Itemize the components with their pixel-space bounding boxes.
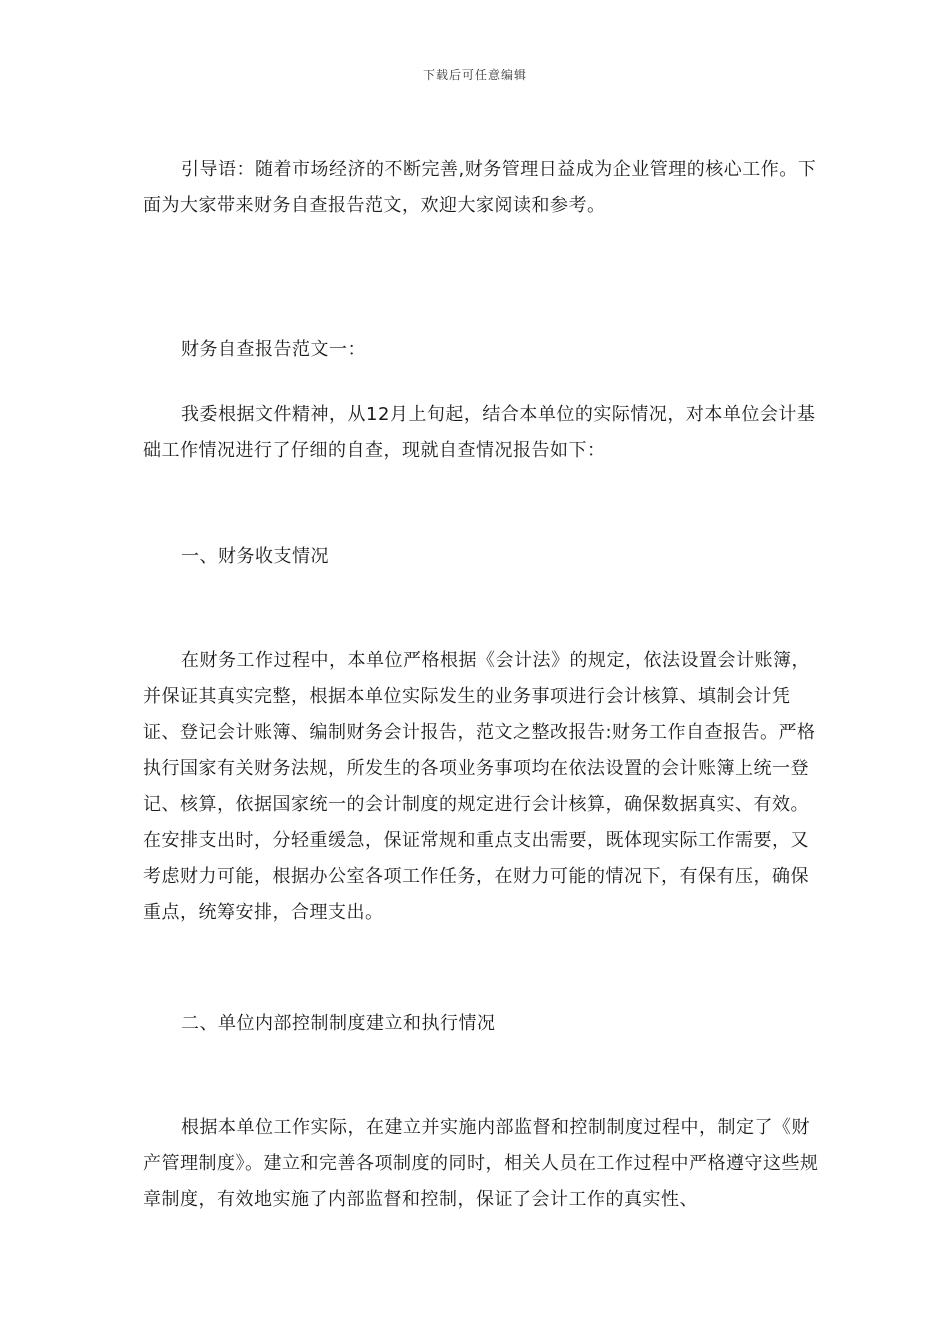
sample-title xyxy=(143,332,823,368)
opening-paragraph xyxy=(143,397,823,469)
page-header-note: 下载后可任意编辑 xyxy=(422,68,527,82)
intro-text: 引导语：随着市场经济的不断完善,财务管理日益成为企业管理的核心工作。下面为大家带来财务自查报告范文，欢迎大家阅读和参考。 xyxy=(143,159,817,216)
section-2-body-text: 根据本单位工作实际，在建立并实施内部监督和控制制度过程中，制定了《财产管理制度》。建立和完善各项制度的同时，相关人员在工作过程中严格遵守这些规章制度，有效地实施了内部监督和控制，保证了会计工作的真实性、 xyxy=(143,1117,819,1210)
section-2-heading xyxy=(143,1006,823,1042)
section-1-heading xyxy=(143,539,823,575)
section-2-heading-text: 二、单位内部控制制度建立和执行情况 xyxy=(181,1013,496,1034)
sample-title-text: 财务自查报告范文一： xyxy=(181,339,366,360)
section-2-body xyxy=(143,1110,823,1218)
opening-paragraph-text: 我委根据文件精神，从12月上旬起，结合本单位的实际情况，对本单位会计基础工作情况进行了仔细的自查，现就自查情况报告如下： xyxy=(143,404,816,461)
section-1-heading-text: 一、财务收支情况 xyxy=(181,546,329,567)
section-1-body xyxy=(143,643,823,931)
intro-paragraph xyxy=(143,152,823,224)
section-1-body-text: 在财务工作过程中，本单位严格根据《会计法》的规定，依法设置会计账簿，并保证其真实完整，根据本单位实际发生的业务事项进行会计核算、填制会计凭证、登记会计账簿、编制财务会计报告，范文之整改报告:财务工作自查报告。严格执行国家有关财务法规，所发生的各项业务事项均在依法设置的会计账簿上统一登记、核算，依据国家统一的会计制度的规定进行会计核算，确保数据真实、有效。在安排支出时，分轻重缓急，保证常规和重点支出需要，既体现实际工作需要，又考虑财力可能，根据办公室各项工作任务，在财力可能的情况下，有保有压，确保重点，统筹安排，合理支出。 xyxy=(143,650,816,923)
